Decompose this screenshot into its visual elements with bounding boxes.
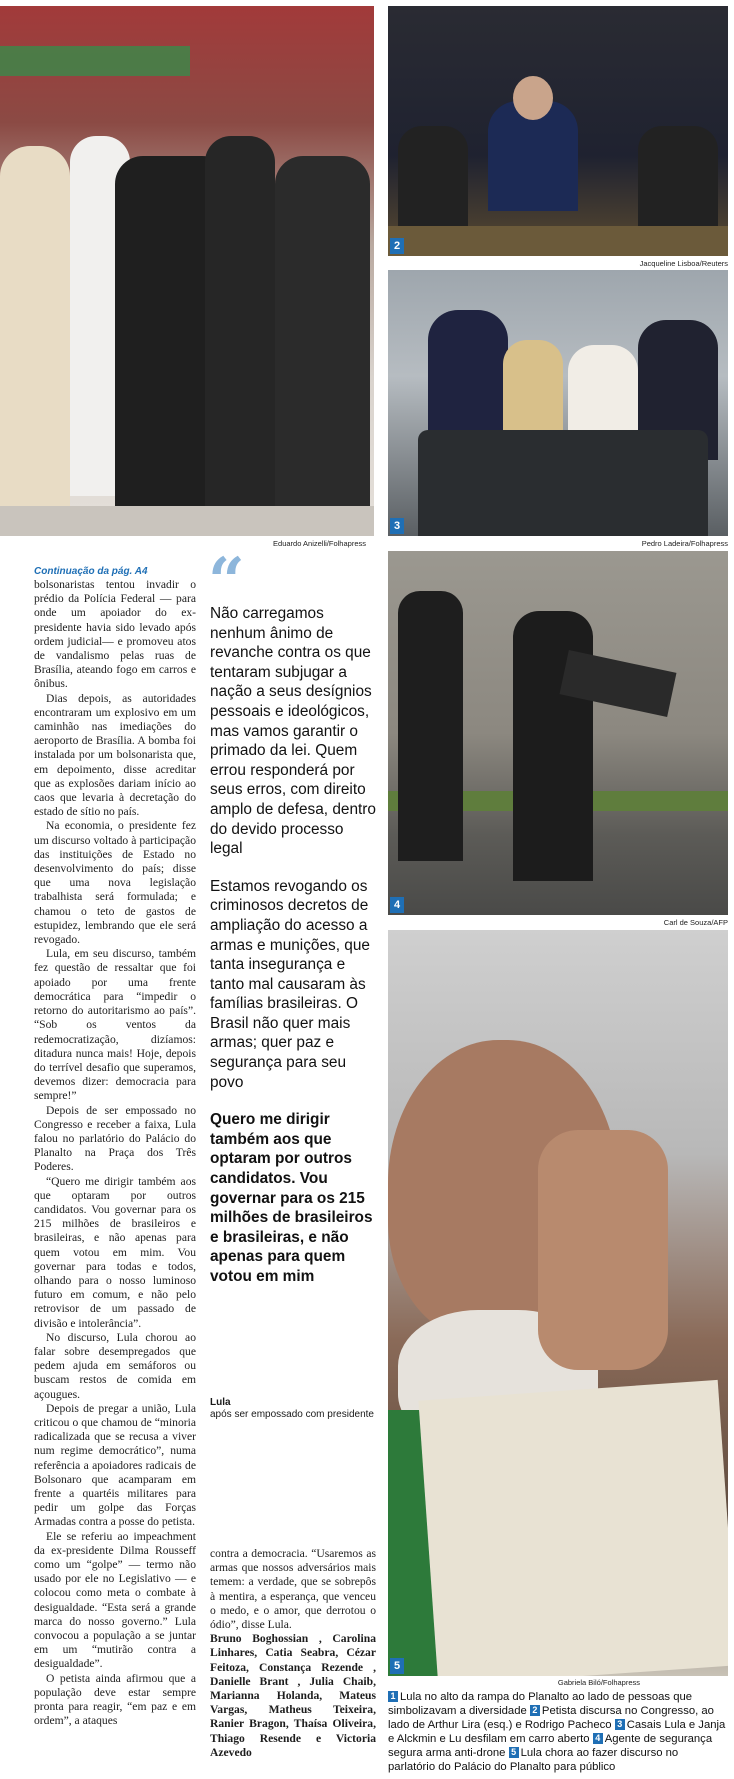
photo-5-lula-crying — [388, 930, 728, 1676]
photo-2-congress — [388, 6, 728, 256]
quote-mark-icon: “ — [208, 544, 245, 619]
article-paragraph: “Quero me dirigir também aos que optaram por outros candidatos. Vou governar para os 215 milhões de brasileiros e brasileiras, e não apenas para quem votou em mim. Vou governar para todas e todos, olhando para o nosso luminoso futuro em comum, e não pelo retrovisor de um passado de divisão e intolerância”. — [34, 1174, 196, 1330]
quote-author-desc: após ser empossado com presidente — [210, 1409, 374, 1420]
photo-4-number: 4 — [390, 897, 404, 913]
photo-4-security-agent — [388, 551, 728, 915]
photo-4-credit: Carl de Souza/AFP — [663, 918, 728, 927]
article-paragraph: bolsonaristas tentou invadir o prédio da Polícia Federal — para onde um apoiador do ex-presidente havia sido levado após ordem judicial— e promoveu atos de vandalismo pelas ruas de Brasília, ateando fogo em carros e ônibus. — [34, 578, 196, 691]
photo-1-ramp-diversity — [0, 6, 374, 536]
caption-number: 4 — [593, 1733, 603, 1744]
caption-number: 2 — [530, 1705, 540, 1716]
article-paragraph: Dias depois, as autoridades encontraram um explosivo em um caminhão nas imediações do aeroporto de Brasília. A bomba foi instalada por um bolsonarista que, em depoimento, disse acreditar que as explosões dariam início ao caos que levaria à decretação do estado de sítio no país. — [34, 691, 196, 819]
caption-text: Casais Lula e Janja e Alckmin e Lu desfilam em carro aberto — [388, 1719, 726, 1745]
article-paragraph: Depois de ser empossado no Congresso e receber a faixa, Lula falou no parlatório do Palácio do Planalto na Praça dos Três Poderes. — [34, 1103, 196, 1174]
contributors: Bruno Boghossian , Carolina Linhares, Catia Seabra, Cézar Feitoza, Constança Rezende , Danielle Brant , Julia Chaib, Marianna Holanda, Mateus Vargas, Matheus Teixeira, Ranier Bragon, Thaísa Oliveira, Thiago Resende e Victoria Azevedo — [210, 1632, 376, 1759]
pull-quote-2: Estamos revogando os criminosos decretos de ampliação do acesso a armas e munições, que tanta insegurança e tanto mal causaram às famílias brasileiras. O Brasil não quer mais armas; quer paz e segurança para seu povo — [210, 877, 370, 1091]
article-paragraph: No discurso, Lula chorou ao falar sobre desempregados que pedem ajuda em semáforos ou buscam restos de comida em açougues. — [34, 1330, 196, 1401]
caption-text: Lula no alto da rampa do Planalto ao lado de pessoas que simbolizavam a diversidade — [388, 1691, 693, 1717]
photo-2-credit: Jacqueline Lisboa/Reuters — [639, 259, 728, 268]
photo-5-number: 5 — [390, 1658, 404, 1674]
caption-number: 3 — [615, 1719, 625, 1730]
article-paragraph: Ele se referiu ao impeachment da ex-presidente Dilma Rousseff como um “golpe” — termo não usado por ele no Legislativo — e colocou como meta o combate à desigualdade. “Esta será a grande marca do nosso governo.” Lula convocou a população a se juntar em um “mutirão contra a desigualdade”. — [34, 1529, 196, 1671]
photo-1-credit: Eduardo Anizelli/Folhapress — [273, 539, 366, 548]
photo-caption — [388, 1690, 728, 1774]
photo-3-number: 3 — [390, 518, 404, 534]
caption-text: Lula chora ao fazer discurso no parlatório do Palácio do Planalto para público — [388, 1747, 679, 1773]
photo-3-open-car — [388, 270, 728, 536]
article-paragraph: O petista ainda afirmou que a população deve estar sempre pronta para reagir, “em paz e em ordem”, a ataques — [34, 1671, 196, 1728]
article-paragraph: Na economia, o presidente fez um discurso voltado à participação das instituições de Estado no desenvolvimento do país; disse que uma nova legislação trabalhista será formulada; e chamou o teto de gastos de estupidez, lembrando que ele será revogado. — [34, 819, 196, 947]
photo-3-credit: Pedro Ladeira/Folhapress — [641, 539, 728, 548]
pull-quote — [210, 604, 378, 1305]
quote-author: Lula — [210, 1397, 231, 1408]
caption-text: Agente de segurança segura arma anti-drone — [388, 1733, 713, 1759]
article-column-1 — [34, 566, 196, 1728]
pull-quote-1: Não carregamos nenhum ânimo de revanche contra os que tentaram subjugar a nação a seus desígnios pessoais e ideológicos, mas vamos garantir o primado da lei. Quem errou responderá por seus erros, com direito amplo de defesa, dentro do devido processo legal — [210, 605, 376, 858]
article-paragraph: Lula, em seu discurso, também fez questão de ressaltar que foi apoiado por uma frente democrática para “impedir o retorno do autoritarismo ao país”. “Sob os ventos da redemocratização, dizíamos: ditadura nunca mais! Hoje, depois do terrível desafio que superamos, devemos dizer: democracia para sempre!” — [34, 947, 196, 1103]
caption-text: Petista discursa no Congresso, ao lado de Arthur Lira (esq.) e Rodrigo Pacheco — [388, 1705, 714, 1731]
quote-attribution — [210, 1397, 374, 1421]
photo-5-credit: Gabriela Biló/Folhapress — [557, 1678, 640, 1687]
photo-2-number: 2 — [390, 238, 404, 254]
caption-number: 1 — [388, 1691, 398, 1702]
continuation-label: Continuação da pág. A4 — [34, 566, 148, 577]
caption-number: 5 — [509, 1747, 519, 1758]
article-paragraph: contra a democracia. “Usaremos as armas que nossos adversários mais temem: a verdade, que se sobrepôs à mentira, a esperança, que venceu o medo, e o amor, que derrotou o ódio”, disse Lula. — [210, 1547, 376, 1632]
article-paragraph: Depois de pregar a união, Lula criticou o que chamou de “minoria radicalizada que se recusa a viver num regime democrático”, numa referência a apoiadores radicais de Bolsonaro que acamparam em frente a quartéis militares para pedir um golpe das Forças Armadas contra a posse do petista. — [34, 1401, 196, 1529]
pull-quote-3: Quero me dirigir também aos que optaram por outros candidatos. Vou governar para os 215 milhões de brasileiros e brasileiras, e não apenas para quem votou em mim — [210, 1111, 373, 1285]
article-column-2 — [210, 1547, 376, 1760]
